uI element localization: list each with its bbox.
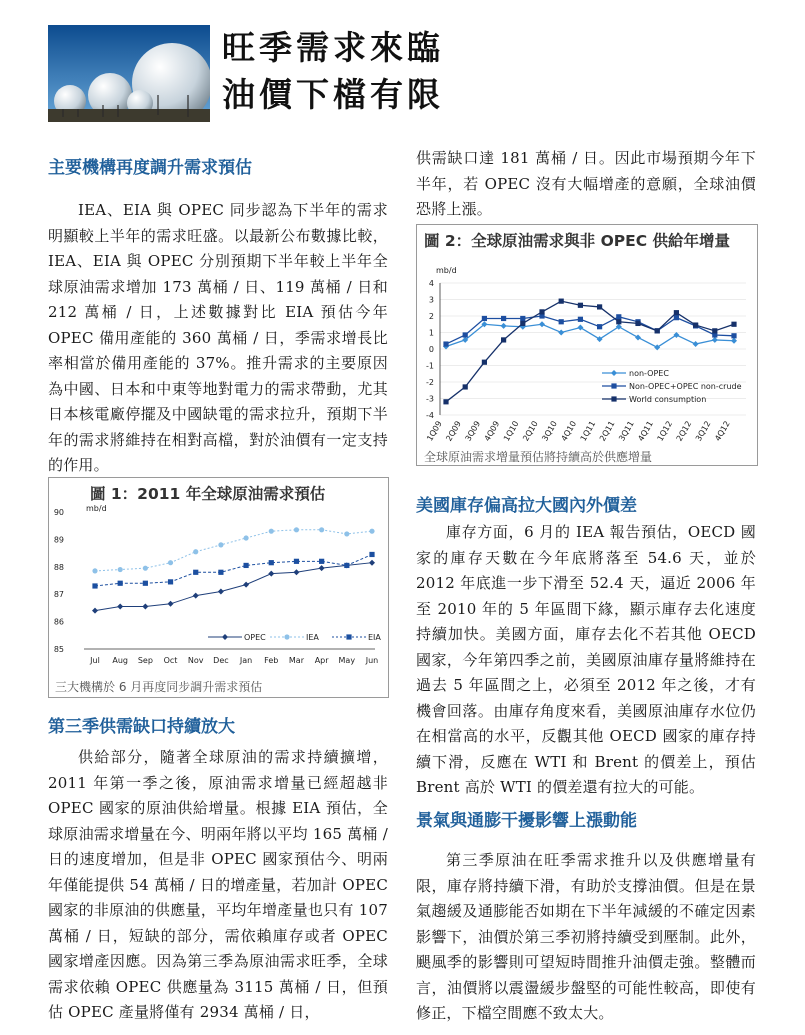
y-tick-label: 0 [428,345,434,354]
data-point-iea [168,560,173,565]
legend-label: non-OPEC [629,369,669,378]
x-tick-label: 3Q09 [463,419,483,443]
data-point-opec [142,604,148,610]
data-point-iea [269,529,274,534]
header-photo-oil-storage-tanks [48,25,210,122]
data-point-iea [118,567,123,572]
y-tick-label: -4 [426,411,434,420]
figure-2-chart [416,252,756,448]
data-point [443,399,448,404]
section-body-us-inventory [416,520,756,801]
data-point-opec [293,569,299,575]
x-tick-label: Nov [187,656,204,665]
series-line-eia [95,554,372,586]
data-point-eia [319,559,324,564]
data-point-eia [193,570,198,575]
series-line-non-opec [446,324,734,347]
y-tick-label: 4 [428,279,434,288]
data-point [577,325,583,331]
legend-label: OPEC [244,633,266,642]
data-point [616,319,621,324]
x-tick-label: 4Q09 [482,419,502,443]
y-axis-title: mb/d [86,504,107,513]
paragraph: 庫存方面，6 月的 IEA 報告預估，OECD 國家的庫存天數在今年底將落至 54.6 天，並於 2012 年底進一步下滑至 52.4 天，逼近 2006 年至 2010 年的 5 年區間下緣，顯示庫存去化速度持續加快。美國方面，庫存去化不若其他 OECD 國家，今年第四季之前，美國原油庫存量將維持在過去 5 年區間之上，必須至 2012 年之後，才有機會回落。由庫存角度來看，美國原油庫存水位仍在相當高的水平，反觀其他 OECD 國家的庫存持續下滑，反應在 WTI 和 Brent 的價差上，預估 Brent 高於 WTI 的價差還有拉大的可能。 [416,523,756,796]
legend-label: Non-OPEC+OPEC non-crude [629,382,742,391]
data-point [559,319,564,324]
x-tick-label: 4Q12 [713,419,732,443]
data-point [539,309,544,314]
x-tick-label: 4Q11 [636,419,655,443]
data-point-iea [143,566,148,571]
legend-label: World consumption [629,395,707,404]
x-tick-label: 2Q10 [521,419,540,443]
data-point [501,323,507,329]
x-tick-label: 1Q10 [501,419,521,443]
data-point [731,338,737,344]
legend-marker [346,634,351,639]
title-line-2: 油價下檔有限 [222,75,444,114]
x-tick-label: 3Q11 [617,419,636,443]
y-tick-label: -2 [426,378,434,387]
data-point-eia [218,570,223,575]
x-tick-label: 3Q10 [540,419,559,443]
y-tick-label: 89 [53,535,64,545]
x-tick-label: Sep [137,656,153,665]
y-tick-label: 87 [53,590,64,600]
data-point-eia [143,581,148,586]
x-tick-label: 1Q11 [578,419,598,443]
x-tick-label: Jun [365,656,379,665]
data-point [674,310,679,315]
y-axis-title: mb/d [436,266,457,275]
x-tick-label: Apr [314,656,329,665]
x-tick-label: Dec [213,656,229,665]
data-point-eia [269,560,274,565]
data-point [655,328,660,333]
data-point-eia [118,581,123,586]
x-tick-label: Jul [90,656,100,665]
data-point-eia [344,563,349,568]
data-point [558,330,564,336]
data-point-opec [92,608,98,614]
data-point-opec [268,571,274,577]
y-tick-label: 86 [53,617,64,627]
paragraph: 第三季原油在旺季需求推升以及供應增量有限，庫存將持續下滑，有助於支撐油價。但是在景氣趨緩及通膨能否如期在下半年減緩的不確定因素影響下，油價於第三季初將持續受到壓制。此外，颶風季的影響則可望短時間推升油價走強。整體而言，油價將以震盪緩步盤堅的可能性較高，即使有修正，下檔空間應不致太大。 [416,851,756,1022]
data-point [443,341,448,346]
data-point-eia [243,563,248,568]
data-point [597,324,602,329]
x-tick-label: 3Q12 [693,419,713,443]
x-tick-label: 2Q09 [444,419,463,443]
y-tick-label: 2 [428,312,434,321]
data-point-opec [369,560,375,566]
x-tick-label: 4Q10 [559,419,579,443]
x-tick-label: 2Q12 [674,419,694,443]
data-point [597,304,602,309]
y-tick-label: -3 [426,394,434,404]
data-point-eia [92,583,97,588]
x-tick-label: 1Q12 [655,419,675,443]
data-point [520,321,525,326]
section-body-demand-forecast [48,198,388,479]
data-point [501,316,506,321]
legend-label: IEA [306,633,319,642]
data-point [731,322,736,327]
data-point-iea [92,568,97,573]
data-point-iea [243,535,248,540]
x-tick-label: May [338,656,356,665]
y-tick-label: -1 [426,361,434,371]
section-heading-supply-gap: 第三季供需缺口持續放大 [48,717,235,737]
data-point-opec [193,593,199,599]
data-point [482,316,487,321]
legend-label: EIA [368,633,381,642]
x-tick-label: Feb [264,656,279,665]
data-point-opec [168,601,174,607]
data-point-eia [294,559,299,564]
data-point-iea [193,549,198,554]
title-line-1: 旺季需求來臨 [222,28,444,67]
data-point [712,328,717,333]
figure-1-title: 圖 1：2011 年全球原油需求預估 [90,485,326,503]
x-tick-label: Mar [288,656,305,665]
data-point [520,316,525,321]
paragraph: IEA、EIA 與 OPEC 同步認為下半年的需求明顯較上半年的需求旺盛。以最新公布數據比較，IEA、EIA 與 OPEC 分別預期下半年較上半年全球原油需求增加 173 萬桶 / 日、119 萬桶 / 日和 212 萬桶 / 日，上述數據對比 EIA 預估今年 OPEC 備用產能的 360 萬桶 / 日，季需求增長比率相當於備用產能的 37%。推升需求的主要原因為中國、日本和中東等地對電力的需求帶動，尤其日本核電廠停擺及中國缺電的需求拉升，預期下半年的需求將維持在相對高檔，對於油價有一定支持的作用。 [48,201,388,474]
section-body-economy-inflation [416,848,756,1027]
legend-marker [611,383,616,388]
x-tick-label: 1Q09 [425,419,444,443]
series-line-iea [95,530,372,571]
legend-marker [611,396,616,401]
data-point [463,332,468,337]
data-point [635,321,640,326]
x-tick-label: 2Q11 [597,419,617,443]
y-tick-label: 3 [428,295,434,305]
data-point [616,314,621,319]
y-tick-label: 88 [53,562,64,572]
x-tick-label: Aug [112,656,128,665]
data-point [693,322,698,327]
legend-marker [284,634,289,639]
series-line-opec [95,563,372,611]
data-point-eia [369,552,374,557]
section-heading-economy-inflation: 景氣與通膨干擾影響上漲動能 [416,811,637,831]
y-tick-label: 85 [53,645,64,654]
figure-2-title: 圖 2：全球原油需求與非 OPEC 供給年增量 [424,232,730,250]
article-title [222,24,444,118]
data-point-iea [319,527,324,532]
data-point [731,333,736,338]
data-point [693,341,699,347]
data-point [635,334,641,340]
x-tick-label: Jan [239,656,253,665]
data-point [578,303,583,308]
data-point-opec [319,565,325,571]
section-heading-us-inventory: 美國庫存偏高拉大國內外價差 [416,496,637,516]
x-tick-label: Oct [163,656,178,665]
data-point [482,360,487,365]
figure-1-chart [48,498,387,674]
data-point-iea [369,529,374,534]
data-point-opec [243,582,249,588]
paragraph: 供給部分，隨著全球原油的需求持續擴增，2011 年第一季之後，原油需求增量已經超越非 OPEC 國家的原油供給增量。根據 EIA 預估，全球原油需求增量在今、明兩年將以平均 165 萬桶 / 日的速度增加，但是非 OPEC 國家預估今、明兩年僅能提供 54 萬桶 / 日的增產量，若加計 OPEC 國家的非原油的供應量，平均年增產量也只有 107 萬桶 / 日，短缺的部分，需依賴庫存或者 OPEC 國家增產因應。因為第三季為原油需求旺季，全球需求依賴 OPEC 供應量為 3115 萬桶 / 日，但預估 OPEC 產量將僅有 2934 萬桶 / 日， [48,748,388,1021]
figure-2-caption: 全球原油需求增量預估將持續高於供應增量 [424,450,653,464]
data-point [463,384,468,389]
data-point [578,317,583,322]
y-tick-label: 1 [428,328,434,338]
section-heading-demand-forecast: 主要機構再度調升需求預估 [48,158,252,178]
series-line-non-opec-opec-non-crude [446,316,734,344]
data-point [559,299,564,304]
data-point [501,337,506,342]
data-point-opec [117,604,123,610]
data-point-iea [344,531,349,536]
paragraph: 供需缺口達 181 萬桶 / 日。因此市場預期今年下半年，若 OPEC 沒有大幅增產的意願，全球油價恐將上漲。 [416,149,756,218]
data-point-iea [218,542,223,547]
data-point-opec [218,588,224,594]
section-body-supply-gap-continued [416,146,756,223]
legend-marker [611,370,617,376]
data-point [674,315,679,320]
data-point-iea [294,527,299,532]
data-point [539,321,545,327]
section-body-supply-gap [48,745,388,1026]
y-tick-label: 90 [53,508,64,517]
figure-1-caption: 三大機構於 6 月再度同步調升需求預估 [55,680,263,694]
data-point [712,337,718,343]
data-point-eia [168,579,173,584]
legend-marker [222,634,228,640]
